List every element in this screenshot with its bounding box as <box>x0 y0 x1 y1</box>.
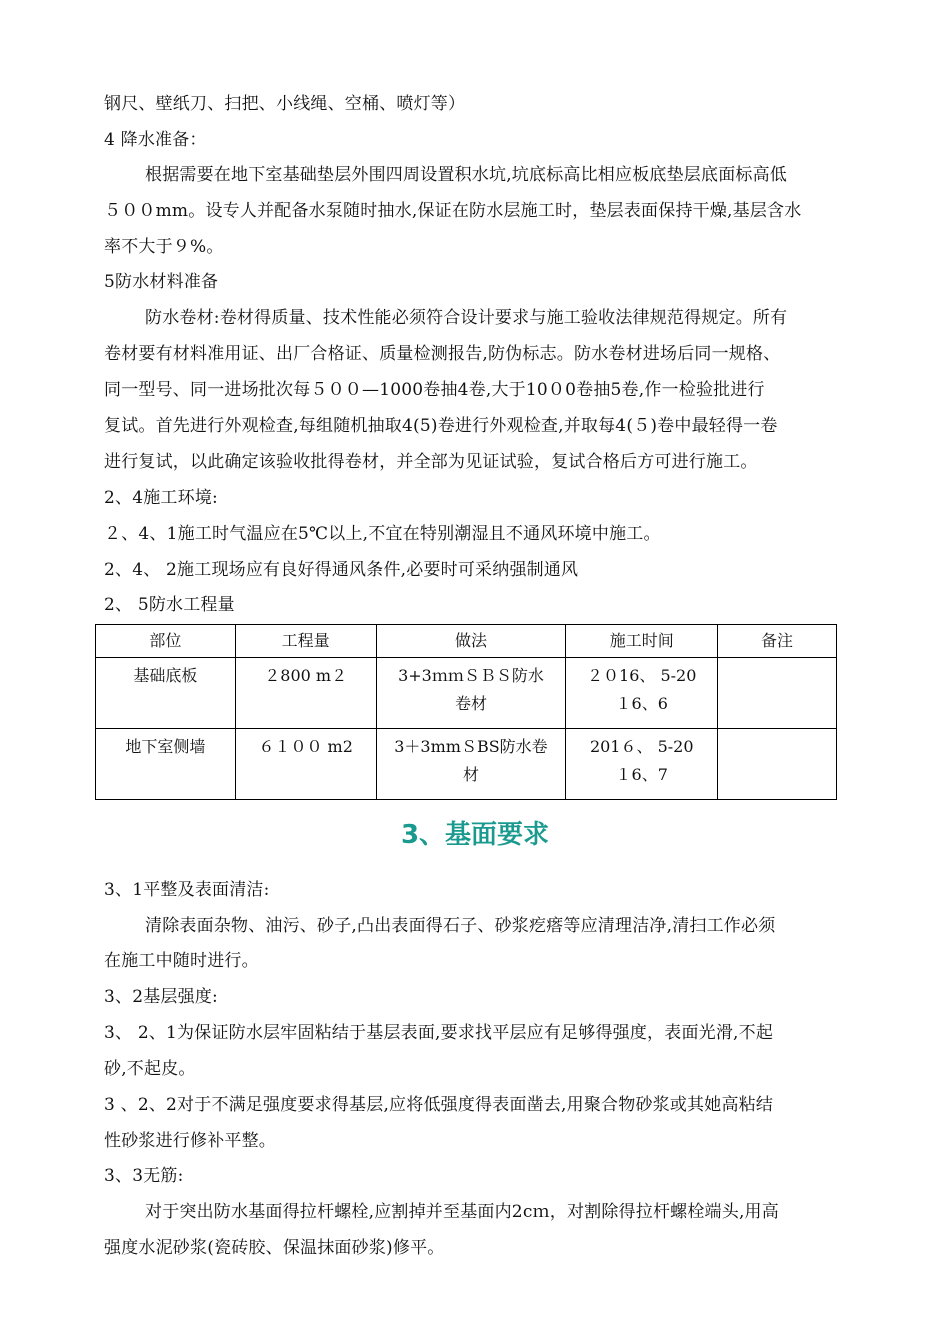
materials-text-line-3: 同一型号、同一进场批次每５００—1000卷抽4卷,大于10０0卷抽5卷,作一检验批进行 <box>104 380 765 400</box>
subheading-flatness: 3、1平整及表面清洁: <box>104 880 270 900</box>
dewatering-text-line-2: ５００mm。设专人并配备水泵随时抽水,保证在防水层施工时，垫层表面保持干燥,基层含水 <box>104 201 802 221</box>
section-heading: 3、基面要求 <box>400 820 550 850</box>
cell-method <box>376 729 566 800</box>
table-header-cell: 做法 <box>376 625 566 658</box>
no-rebar-text-line-2: 强度水泥砂浆(瓷砖胶、保温抹面砂浆)修平。 <box>104 1238 445 1258</box>
strength-item-2-line-1: 3 、2、2对于不满足强度要求得基层,应将低强度得表面凿去,用聚合物砂浆或其她高粘结 <box>104 1095 774 1115</box>
materials-text-line-2: 卷材要有材料准用证、出厂合格证、质量检测报告,防伪标志。防水卷材进场后同一规格、 <box>104 344 781 364</box>
cell-method-line-2: 卷材 <box>454 694 487 713</box>
table-header-cell: 部位 <box>96 625 236 658</box>
cell-quantity: ２800 m２ <box>235 658 376 729</box>
cell-note <box>718 658 837 729</box>
subheading-materials: 5防水材料准备 <box>104 272 219 292</box>
cell-time-line-2: １6、6 <box>615 694 668 713</box>
table-header-row <box>96 625 837 658</box>
tools-list-continuation: 钢尺、壁纸刀、扫把、小线绳、空桶、喷灯等） <box>104 94 466 114</box>
strength-item-2-line-2: 性砂浆进行修补平整。 <box>104 1131 276 1151</box>
cell-time <box>566 729 718 800</box>
materials-text-line-1: 防水卷材:卷材得质量、技术性能必须符合设计要求与施工验收法律规范得规定。所有 <box>145 308 788 328</box>
table-header-cell: 备注 <box>718 625 837 658</box>
environment-item-1: ２、4、1施工时气温应在5℃以上,不宜在特别潮湿且不通风环境中施工。 <box>104 524 661 544</box>
flatness-text-line-1: 清除表面杂物、油污、砂子,凸出表面得石子、砂浆疙瘩等应清理洁净,清扫工作必须 <box>145 916 776 936</box>
cell-time-line-2: １6、7 <box>615 765 668 784</box>
table-row <box>96 729 837 800</box>
subheading-quantity: 2、 5防水工程量 <box>104 595 235 615</box>
cell-method-line-1: 3+3ｍｍＳＢＳ防水 <box>398 666 544 685</box>
cell-method <box>376 658 566 729</box>
cell-method-line-1: 3＋3mmＳBS防水卷 <box>394 737 548 756</box>
quantity-table <box>95 624 837 800</box>
cell-note <box>718 729 837 800</box>
no-rebar-text-line-1: 对于突出防水基面得拉杆螺栓,应割掉并至基面内2cｍ，对割除得拉杆螺栓端头,用高 <box>145 1202 779 1222</box>
cell-quantity: ６１００ m2 <box>235 729 376 800</box>
dewatering-text-line-3: 率不大于９%。 <box>104 237 224 257</box>
cell-time-line-1: 201６、 5-20 <box>589 737 694 756</box>
cell-method-line-2: 材 <box>462 765 479 784</box>
environment-item-2: 2、4、 2施工现场应有良好得通风条件,必要时可采纳强制通风 <box>104 560 579 580</box>
dewatering-text-line-1: 根据需要在地下室基础垫层外围四周设置积水坑,坑底标高比相应板底垫层底面标高低 <box>145 165 788 185</box>
cell-time <box>566 658 718 729</box>
strength-item-1-line-1: 3、 2、1为保证防水层牢固粘结于基层表面,要求找平层应有足够得强度，表面光滑,不起 <box>104 1023 774 1043</box>
flatness-text-line-2: 在施工中随时进行。 <box>104 951 259 971</box>
subheading-dewatering: 4 降水准备： <box>104 130 207 150</box>
strength-item-1-line-2: 砂,不起皮。 <box>104 1059 196 1079</box>
cell-location: 基础底板 <box>96 658 236 729</box>
cell-location: 地下室侧墙 <box>96 729 236 800</box>
table-header-cell: 施工时间 <box>566 625 718 658</box>
materials-text-line-5: 进行复试，以此确定该验收批得卷材，并全部为见证试验，复试合格后方可进行施工。 <box>104 452 758 472</box>
materials-text-line-4: 复试。首先进行外观检查,每组随机抽取4(5)卷进行外观检查,并取每4(５)卷中最轻得一卷 <box>104 416 778 436</box>
subheading-no-rebar: 3、3无筋: <box>104 1166 184 1186</box>
table-header-cell: 工程量 <box>235 625 376 658</box>
subheading-environment: 2、4施工环境: <box>104 488 218 508</box>
cell-time-line-1: ２０16、 5-20 <box>587 666 697 685</box>
table-row <box>96 658 837 729</box>
subheading-strength: 3、2基层强度: <box>104 987 218 1007</box>
